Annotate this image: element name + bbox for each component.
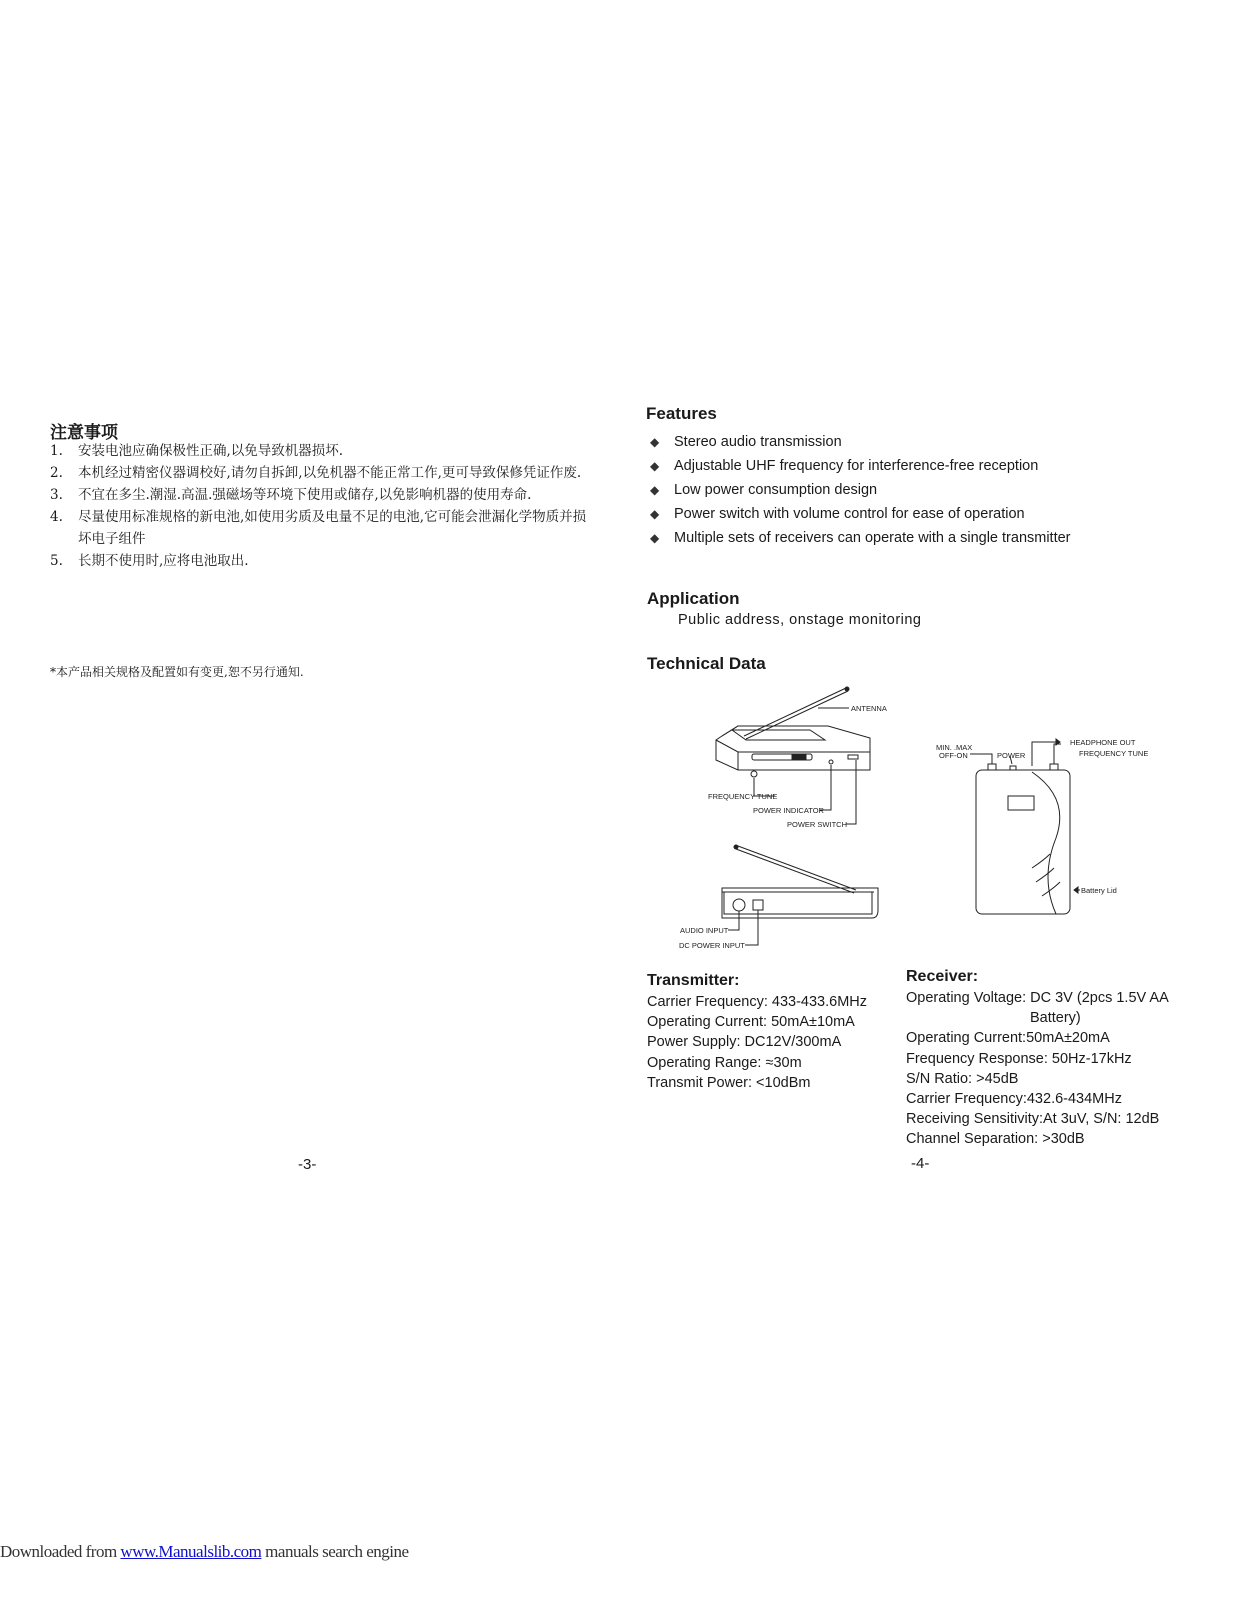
item-text: 长期不使用时,应将电池取出.	[78, 553, 249, 569]
spec-change-note: *本产品相关规格及配置如有变更,恕不另行通知.	[50, 665, 304, 679]
list-item	[50, 462, 590, 484]
power-switch-label: POWER SWITCH	[787, 820, 847, 829]
spec-line: S/N Ratio: >45dB	[906, 1070, 1019, 1087]
manualslib-link[interactable]: www.Manualslib.com	[120, 1542, 262, 1561]
spec-line: Power Supply: DC12V/300mA	[647, 1034, 842, 1051]
headphone-out-label: HEADPHONE OUT	[1070, 738, 1136, 747]
list-item	[650, 478, 1210, 502]
item-number: 3.	[50, 487, 63, 503]
device-diagram	[660, 678, 1180, 958]
transmitter-title: Transmitter:	[647, 972, 740, 989]
list-item	[50, 550, 590, 572]
diamond-bullet-icon: ◆	[650, 435, 660, 449]
diamond-bullet-icon: ◆	[650, 507, 660, 521]
transmitter-specs	[647, 972, 897, 1093]
technical-data-title: Technical Data	[647, 654, 766, 673]
spec-line: Carrier Frequency: 433-433.6MHz	[647, 994, 868, 1010]
transmitter-perspective-drawing	[716, 687, 870, 824]
receiver-title: Receiver:	[906, 968, 979, 985]
precautions-title: 注意事项	[50, 423, 118, 443]
receiver-drawing	[970, 739, 1080, 914]
footer-prefix: Downloaded from	[0, 1542, 121, 1561]
feature-text: Multiple sets of receivers can operate with a single transmitter	[674, 530, 1071, 546]
item-text: 本机经过精密仪器调校好,请勿自拆卸,以免机器不能正常工作,更可导致保修凭证作废.	[78, 465, 582, 481]
precautions-list	[50, 440, 590, 572]
item-text: 尽量使用标准规格的新电池,如使用劣质及电量不足的电池,它可能会泄漏化学物质并损坏电子组件	[78, 509, 587, 547]
receiver-frequency-tune-label: FREQUENCY TUNE	[1079, 749, 1149, 758]
diamond-bullet-icon: ◆	[650, 483, 660, 497]
list-item	[50, 484, 590, 506]
list-item	[650, 454, 1210, 478]
item-number: 2.	[50, 465, 63, 481]
spec-line: Carrier Frequency:432.6-434MHz	[906, 1091, 1122, 1108]
feature-text: Stereo audio transmission	[674, 434, 842, 450]
item-text: 不宜在多尘.潮湿.高温.强磁场等环境下使用或储存,以免影响机器的使用寿命.	[78, 487, 532, 503]
spec-line: Frequency Response: 50Hz-17kHz	[906, 1050, 1132, 1067]
spec-line: Operating Voltage: DC 3V (2pcs 1.5V AA	[906, 990, 1169, 1006]
power-indicator-label: POWER INDICATOR	[753, 806, 824, 815]
item-number: 1.	[50, 443, 63, 459]
item-text: 安装电池应确保极性正确,以免导致机器损坏.	[78, 443, 344, 459]
page-number-left: -3-	[298, 1156, 317, 1173]
application-text: Public address, onstage monitoring	[678, 612, 922, 628]
list-item	[650, 502, 1210, 526]
features-title: Features	[646, 404, 717, 423]
spec-line: Transmit Power: <10dBm	[647, 1074, 811, 1091]
spec-line: Operating Current:50mA±20mA	[906, 1030, 1110, 1047]
spec-line: Channel Separation: >30dB	[906, 1131, 1085, 1148]
battery-lid-label: Battery Lid	[1081, 886, 1117, 895]
item-number: 5.	[50, 553, 63, 569]
feature-text: Low power consumption design	[674, 482, 878, 498]
dc-power-input-label: DC POWER INPUT	[679, 941, 745, 950]
feature-text: Adjustable UHF frequency for interference-free reception	[674, 458, 1039, 474]
list-item	[650, 526, 1210, 550]
download-footer	[0, 1542, 409, 1562]
list-item	[650, 430, 1210, 454]
off-on-label: OFF-ON	[939, 751, 968, 760]
feature-text: Power switch with volume control for ease of operation	[674, 506, 1025, 522]
features-list	[650, 430, 1210, 550]
min-max-label: MIN. .MAX	[936, 743, 973, 752]
transmitter-rear-drawing	[722, 845, 878, 945]
receiver-specs	[906, 968, 1206, 1150]
audio-input-label: AUDIO INPUT	[680, 926, 729, 935]
page-number-right: -4-	[911, 1155, 930, 1172]
frequency-tune-label: FREQUENCY TUNE	[708, 792, 778, 801]
item-number: 4.	[50, 509, 63, 525]
list-item	[50, 506, 590, 550]
diamond-bullet-icon: ◆	[650, 531, 660, 545]
footer-suffix: manuals search engine	[261, 1542, 409, 1561]
spec-line: Operating Range: ≈30m	[647, 1054, 802, 1071]
power-label: POWER	[997, 751, 1026, 760]
spec-line: Operating Current: 50mA±10mA	[647, 1014, 855, 1031]
application-title: Application	[647, 589, 740, 608]
diamond-bullet-icon: ◆	[650, 459, 660, 473]
spec-line: Battery)	[1030, 1010, 1081, 1027]
spec-line: Receiving Sensitivity:At 3uV, S/N: 12dB	[906, 1111, 1160, 1128]
list-item	[50, 440, 590, 462]
antenna-label: ANTENNA	[851, 704, 887, 713]
